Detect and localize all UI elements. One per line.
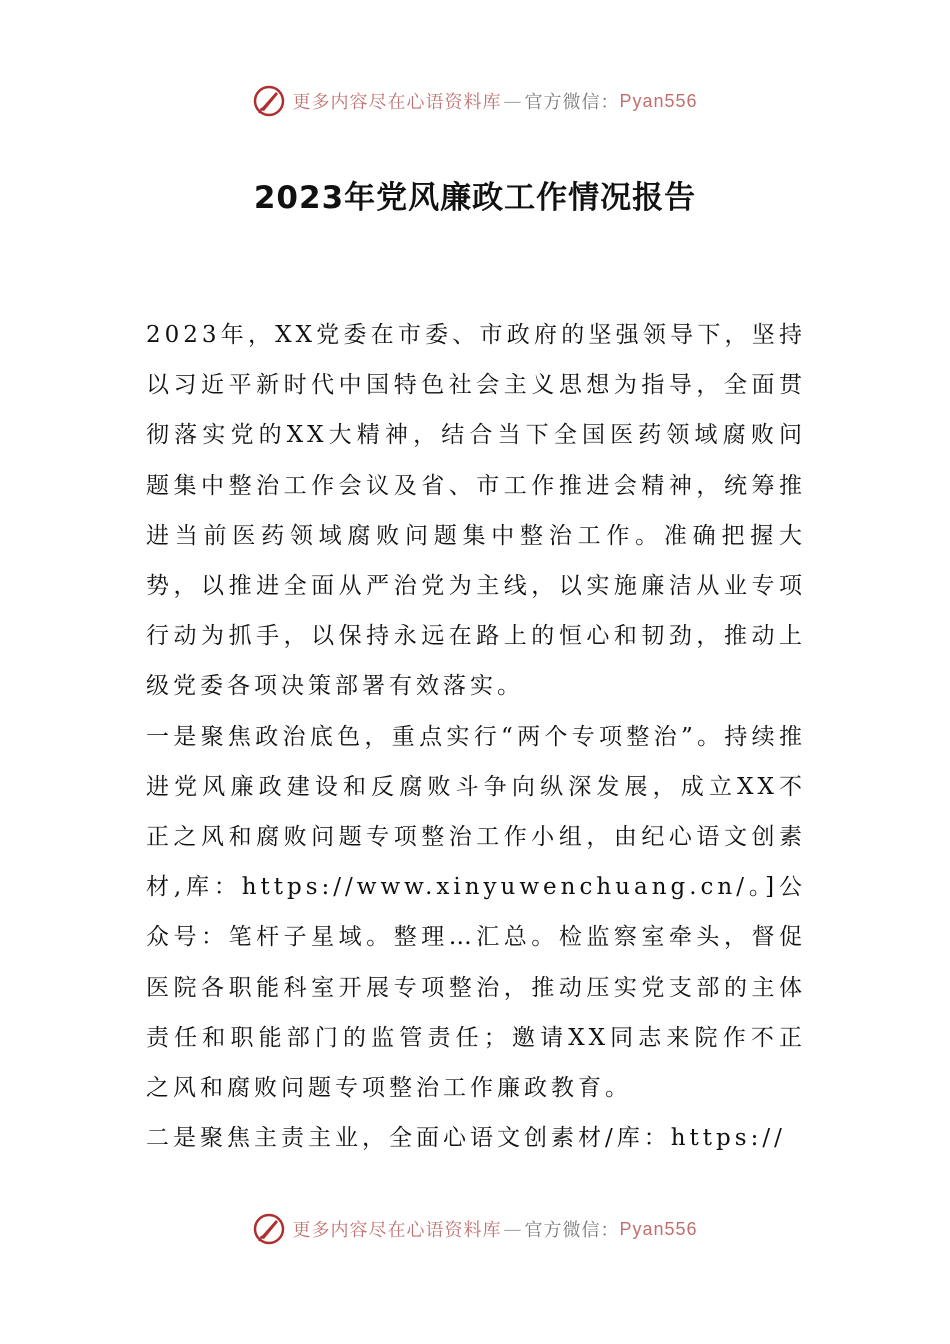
paragraph-intro: 2023年，XX党委在市委、市政府的坚强领导下，坚持以习近平新时代中国特色社会主义思想为指导，全面贯彻落实党的XX大精神，结合当下全国医药领域腐败问题集中整治工作会议及省、市工作推进会精神，统筹推进当前医药领域腐败问题集中整治工作。准确把握大势，以推进全面从严治党为主线，以实施廉洁从业专项行动为抓手，以保持永远在路上的恒心和韧劲，推动上级党委各项决策部署有效落实。 (146, 322, 806, 700)
watermark-separator: — (503, 1218, 523, 1240)
watermark-account: Pyan556 (619, 90, 698, 111)
watermark-separator: — (503, 90, 523, 112)
watermark-wechat-label: 官方微信： (524, 92, 620, 113)
paragraph-point-2: 二是聚焦主责主业，全面心语文创素材/库：https:// (146, 1125, 786, 1152)
document-body (146, 310, 806, 1163)
paragraph-point-1: 一是聚焦政治底色，重点实行“两个专项整治”。持续推进党风廉政建设和反腐败斗争向纵深发展，成立XX不正之风和腐败问题专项整治工作小组，由纪心语文创素材,库：https://www.xinyuwenchuang.cn/。]公众号：笔杆子星域。整理…汇总。检监察室牵头，督促医院各职能科室开展专项整治，推动压实党支部的主体责任和职能部门的监管责任；邀请XX同志来院作不正之风和腐败问题专项整治工作廉政教育。 (146, 723, 806, 1102)
watermark-header (0, 84, 950, 118)
document-title: 2023年党风廉政工作情况报告 (253, 180, 697, 216)
quill-logo-icon (252, 1212, 286, 1246)
watermark-text: 更多内容尽在心语资料库 (292, 92, 502, 113)
quill-logo-icon (252, 84, 286, 118)
watermark-account: Pyan556 (619, 1218, 698, 1239)
watermark-text: 更多内容尽在心语资料库 (292, 1220, 502, 1241)
watermark-footer (0, 1212, 950, 1246)
watermark-wechat-label: 官方微信： (524, 1220, 620, 1241)
